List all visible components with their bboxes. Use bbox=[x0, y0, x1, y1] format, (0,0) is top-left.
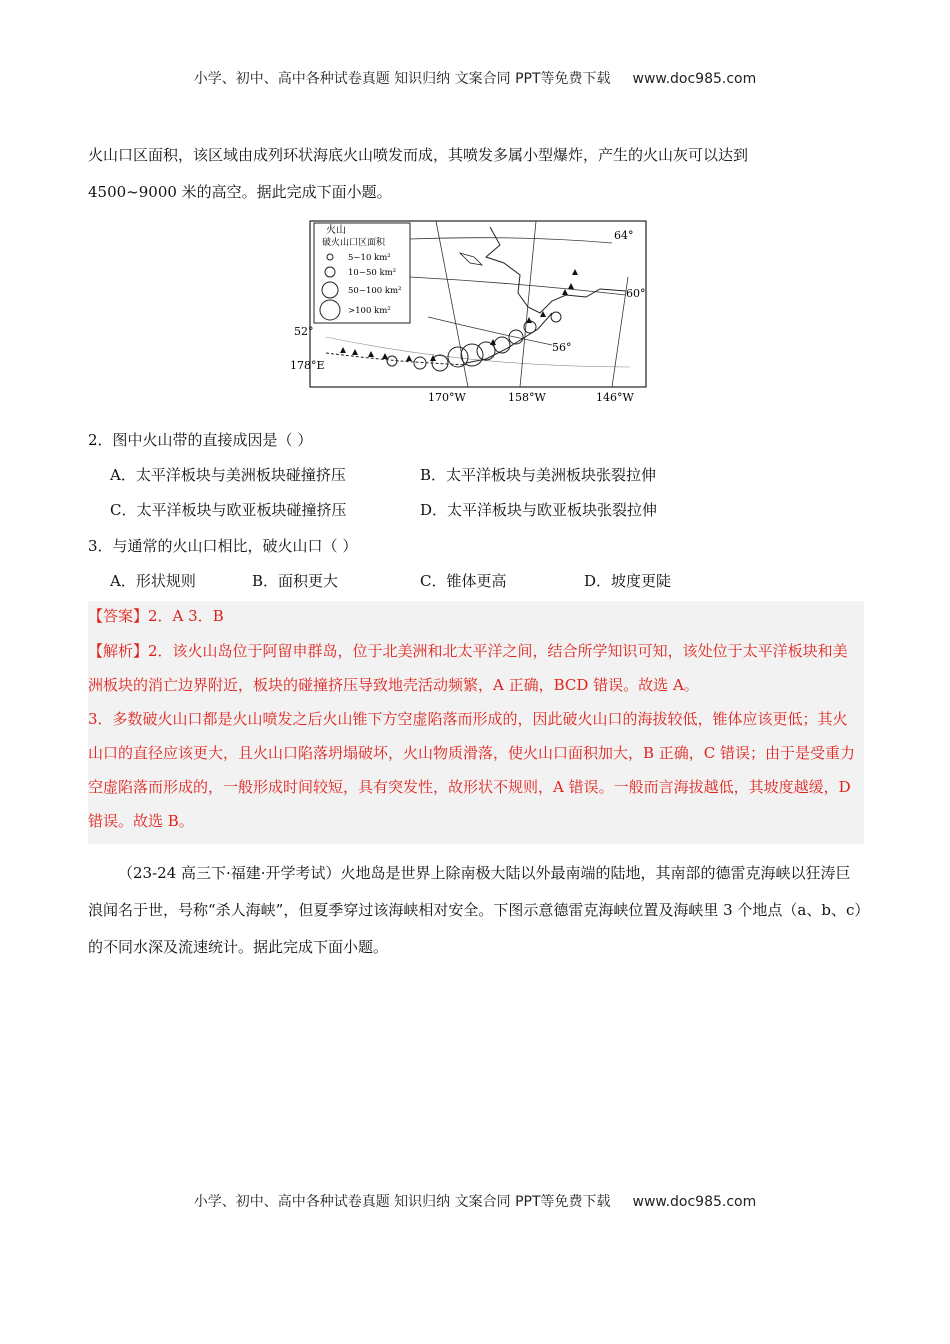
q3-option-b: B．面积更大 bbox=[252, 572, 339, 590]
q2-option-c: C．太平洋板块与欧亚板块碰撞挤压 bbox=[110, 501, 347, 519]
q2-option-b: B．太平洋板块与美洲板块张裂拉伸 bbox=[420, 466, 657, 484]
q3-option-c: C．锥体更高 bbox=[420, 572, 507, 590]
lon-label-178e: 178°E bbox=[290, 359, 325, 372]
header-url[interactable]: www.doc985.com bbox=[632, 71, 757, 87]
intro-line-2: 4500~9000 米的高空。据此完成下面小题。 bbox=[88, 183, 392, 201]
analysis-label: 【解析】 bbox=[88, 642, 149, 660]
intro-line-1: 火山口区面积，该区域由成列环状海底火山喷发而成，其喷发多属小型爆炸，产生的火山灰可以达到 bbox=[88, 146, 749, 164]
lon-label-158w: 158°W bbox=[508, 391, 546, 404]
q2-stem: 2．图中火山带的直接成因是（ ） bbox=[88, 431, 313, 449]
analysis-q2: 2．该火山岛位于阿留申群岛，位于北美洲和北太平洋之间，结合所学知识可知，该处位于太平洋板块和美洲板块的消亡边界附近，板块的碰撞挤压导致地壳活动频繁，A 正确，BCD 错误。故选 A。 bbox=[88, 642, 848, 694]
analysis-paragraph-1 bbox=[88, 634, 858, 702]
legend-item-4: >100 km² bbox=[348, 306, 391, 316]
lat-label-64: 64° bbox=[614, 229, 634, 242]
legend-item-1: 5~10 km² bbox=[348, 253, 391, 263]
page-footer bbox=[0, 1191, 950, 1211]
q2-option-a: A．太平洋板块与美洲板块碰撞挤压 bbox=[110, 466, 346, 484]
answer-label: 【答案】 bbox=[88, 607, 149, 625]
q2-option-d: D．太平洋板块与欧亚板块张裂拉伸 bbox=[420, 501, 658, 519]
analysis-paragraph-2: 3．多数破火山口都是火山喷发之后火山锥下方空虚陷落而形成的，因此破火山口的海拔较低，锥体应该更低；其火山口的直径应该更大，且火山口陷落坍塌破坏，火山物质滑落，使火山口面积加大，B 正确，C 错误；由于是受重力空虚陷落而形成的，一般形成时间较短，具有突发性，故形状不规则，A 错误。一般而言海拔越低，其坡度越缓，D 错误。故选 B。 bbox=[88, 710, 856, 830]
lat-label-60: 60° bbox=[626, 287, 646, 300]
answer-line bbox=[88, 605, 224, 626]
header-text: 小学、初中、高中各种试卷真题 知识归纳 文案合同 PPT等免费下载 bbox=[193, 71, 611, 87]
legend-title-1: 火山 bbox=[326, 225, 346, 236]
lon-label-146w: 146°W bbox=[596, 391, 634, 404]
legend-item-2: 10~50 km² bbox=[348, 268, 397, 278]
lon-label-170w: 170°W bbox=[428, 391, 466, 404]
q3-stem: 3．与通常的火山口相比，破火山口（ ） bbox=[88, 537, 358, 555]
lat-label-56: 56° bbox=[552, 341, 572, 354]
legend-item-3: 50~100 km² bbox=[348, 286, 402, 296]
footer-text: 小学、初中、高中各种试卷真题 知识归纳 文案合同 PPT等免费下载 bbox=[193, 1194, 611, 1210]
q3-option-d: D．坡度更陡 bbox=[584, 572, 672, 590]
page-header bbox=[0, 68, 950, 88]
lat-label-52: 52° bbox=[294, 325, 314, 338]
q3-option-a: A．形状规则 bbox=[110, 572, 196, 590]
next-passage: （23-24 高三下·福建·开学考试）火地岛是世界上除南极大陆以外最南端的陆地，其南部的德雷克海峡以狂涛巨浪闻名于世，号称“杀人海峡”，但夏季穿过该海峡相对安全。下图示意德雷克海峡位置及海峡里 3 个地点（a、b、c）的不同水深及流速统计。据此完成下面小题。 bbox=[88, 864, 862, 956]
answer-text: 2．A 3．B bbox=[148, 607, 224, 625]
legend-title-2: 破火山口区面积 bbox=[322, 238, 386, 248]
aleutian-volcano-map bbox=[290, 217, 660, 409]
footer-url[interactable]: www.doc985.com bbox=[632, 1194, 757, 1210]
